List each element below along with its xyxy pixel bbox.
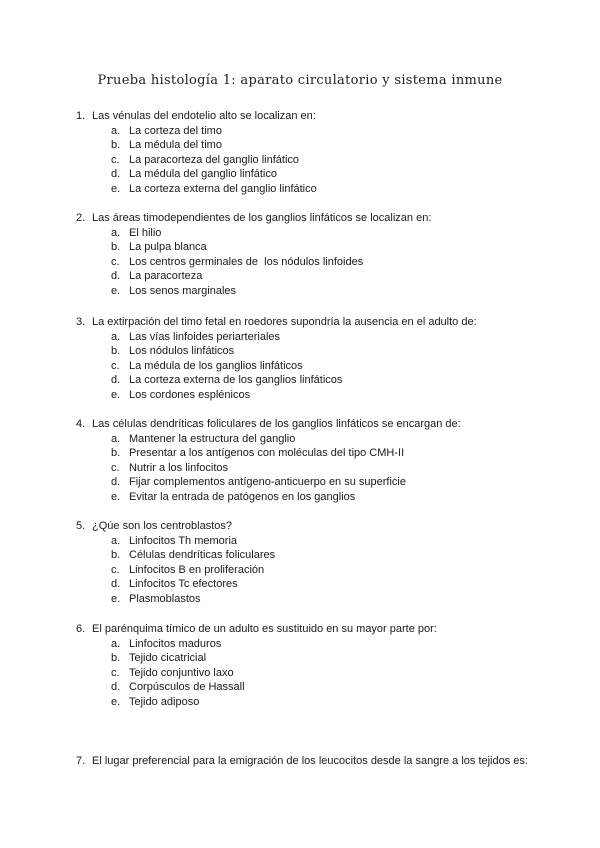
option-b xyxy=(76,548,576,563)
option-text: Plasmoblastos xyxy=(129,592,201,605)
option-text: Mantener la estructura del ganglio xyxy=(129,432,296,445)
option-letter: e. xyxy=(111,388,121,401)
question-text: Las vénulas del endotelio alto se localizan en: xyxy=(92,110,316,122)
question-text: La extirpación del timo fetal en roedores supondría la ausencia en el adulto de: xyxy=(92,316,477,328)
question-number: 4. xyxy=(76,418,86,430)
option-letter: e. xyxy=(111,592,121,605)
question-number: 6. xyxy=(76,623,86,635)
option-letter: d. xyxy=(111,681,121,694)
option-e xyxy=(76,490,576,505)
option-letter: a. xyxy=(111,637,121,650)
question-number: 2. xyxy=(76,212,86,224)
option-text: La paracorteza del ganglio linfático xyxy=(129,153,300,166)
option-letter: c. xyxy=(111,255,120,268)
option-d xyxy=(76,680,576,695)
option-letter: a. xyxy=(111,124,121,137)
option-text: Tejido cicatricial xyxy=(129,652,207,665)
option-text: El hilio xyxy=(129,226,162,239)
option-letter: e. xyxy=(111,490,121,503)
option-letter: b. xyxy=(111,345,121,358)
option-letter: b. xyxy=(111,139,121,152)
option-letter: e. xyxy=(111,695,121,708)
option-c xyxy=(76,153,576,168)
option-a xyxy=(76,534,576,549)
option-letter: b. xyxy=(111,447,121,460)
option-letter: e. xyxy=(111,284,121,297)
question-text: El lugar preferencial para la emigración de los leucocitos desde la sangre a los tejidos es: xyxy=(92,755,528,767)
option-d xyxy=(76,167,576,182)
question-number: 5. xyxy=(76,520,86,532)
question-text: El parénquima tímico de un adulto es sustituido en su mayor parte por: xyxy=(92,623,437,635)
option-e xyxy=(76,182,576,197)
option-text: La médula del timo xyxy=(129,139,222,152)
option-b xyxy=(76,651,576,666)
option-letter: c. xyxy=(111,359,120,372)
option-letter: c. xyxy=(111,563,120,576)
option-letter: d. xyxy=(111,578,121,591)
option-text: Los cordones esplénicos xyxy=(129,388,251,401)
option-c xyxy=(76,255,576,270)
option-letter: a. xyxy=(111,432,121,445)
option-text: La corteza del timo xyxy=(129,124,222,137)
option-a xyxy=(76,226,576,241)
question-number: 7. xyxy=(76,755,86,767)
question-text: Las áreas timodependientes de los ganglios linfáticos se localizan en: xyxy=(92,212,432,224)
option-a xyxy=(76,432,576,447)
option-text: La pulpa blanca xyxy=(129,241,207,254)
option-text: Células dendríticas foliculares xyxy=(129,549,276,562)
option-text: Linfocitos B en proliferación xyxy=(129,563,265,576)
option-letter: a. xyxy=(111,534,121,547)
option-text: Los nódulos linfáticos xyxy=(129,345,235,358)
option-e xyxy=(76,695,576,710)
option-text: Linfocitos maduros xyxy=(129,637,222,650)
option-text: Tejido conjuntivo laxo xyxy=(129,666,234,679)
option-b xyxy=(76,240,576,255)
question-text: Las células dendríticas foliculares de los ganglios linfáticos se encargan de: xyxy=(92,418,461,430)
option-b xyxy=(76,446,576,461)
option-text: Linfocitos Tc efectores xyxy=(129,578,238,591)
option-letter: b. xyxy=(111,549,121,562)
option-e xyxy=(76,388,576,403)
question-2 xyxy=(76,211,576,299)
option-c xyxy=(76,461,576,476)
option-c xyxy=(76,666,576,681)
option-text: La corteza externa del ganglio linfático xyxy=(129,182,317,195)
option-text: La corteza externa de los ganglios linfáticos xyxy=(129,374,343,387)
option-letter: d. xyxy=(111,374,121,387)
option-d xyxy=(76,577,576,592)
option-letter: d. xyxy=(111,168,121,181)
option-d xyxy=(76,475,576,490)
option-letter: d. xyxy=(111,476,121,489)
option-c xyxy=(76,359,576,374)
option-letter: c. xyxy=(111,461,120,474)
option-e xyxy=(76,284,576,299)
option-letter: b. xyxy=(111,652,121,665)
question-number: 1. xyxy=(76,110,86,122)
question-6 xyxy=(76,622,576,710)
option-letter: e. xyxy=(111,182,121,195)
option-text: La médula de los ganglios linfáticos xyxy=(129,359,303,372)
option-text: Corpúsculos de Hassall xyxy=(129,681,245,694)
question-number: 3. xyxy=(76,316,86,328)
option-text: Los centros germinales de los nódulos linfoides xyxy=(129,255,364,268)
option-letter: a. xyxy=(111,226,121,239)
option-d xyxy=(76,373,576,388)
option-letter: a. xyxy=(111,330,121,343)
option-text: Linfocitos Th memoria xyxy=(129,534,238,547)
question-text: ¿Qúe son los centroblastos? xyxy=(92,520,233,532)
option-letter: c. xyxy=(111,153,120,166)
option-text: Fijar complementos antígeno-anticuerpo en su superficie xyxy=(129,476,406,489)
option-a xyxy=(76,637,576,652)
question-3 xyxy=(76,315,576,403)
option-b xyxy=(76,138,576,153)
option-text: La paracorteza xyxy=(129,270,203,283)
option-a xyxy=(76,124,576,139)
option-letter: b. xyxy=(111,241,121,254)
option-text: Las vías linfoides periarteriales xyxy=(129,330,281,343)
question-4 xyxy=(76,417,576,505)
option-text: Tejido adiposo xyxy=(129,695,200,708)
option-e xyxy=(76,592,576,607)
option-letter: d. xyxy=(111,270,121,283)
question-7 xyxy=(76,754,576,769)
page-title: Prueba histología 1: aparato circulatorio y sistema inmune xyxy=(97,73,503,88)
option-text: Nutrir a los linfocitos xyxy=(129,461,229,474)
option-text: Evitar la entrada de patógenos en los ganglios xyxy=(129,490,356,503)
option-b xyxy=(76,344,576,359)
option-c xyxy=(76,563,576,578)
question-5 xyxy=(76,519,576,607)
option-d xyxy=(76,269,576,284)
option-text: La médula del ganglio linfático xyxy=(129,168,277,181)
option-a xyxy=(76,330,576,345)
option-letter: c. xyxy=(111,666,120,679)
option-text: Presentar a los antígenos con moléculas del tipo CMH-II xyxy=(129,447,405,460)
option-text: Los senos marginales xyxy=(129,284,237,297)
question-1 xyxy=(76,109,576,197)
